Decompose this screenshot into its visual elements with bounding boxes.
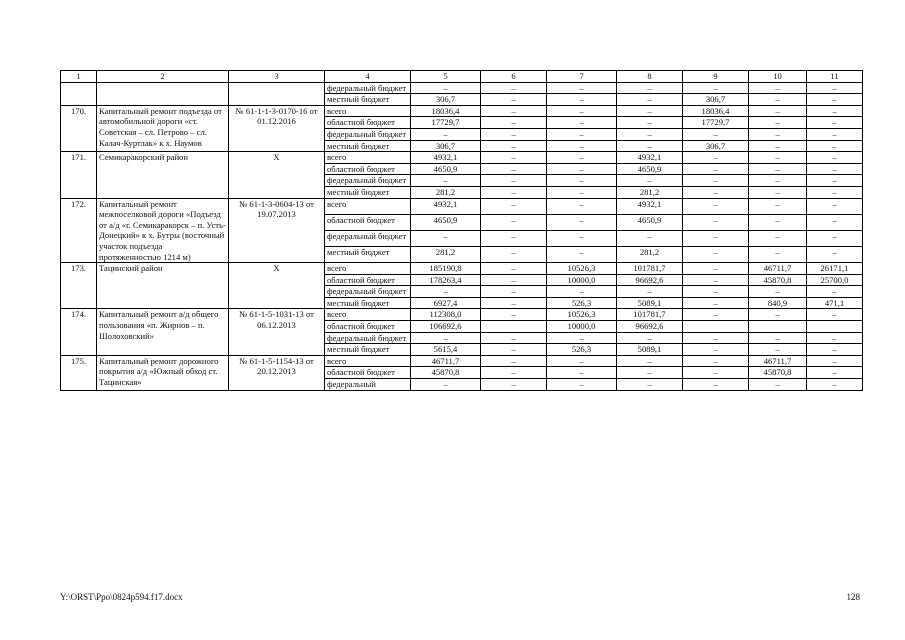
- year-value: –: [749, 230, 807, 246]
- year-value: –: [481, 274, 547, 286]
- year-value: –: [749, 128, 807, 140]
- year-value: –: [547, 105, 617, 117]
- year-value: –: [481, 367, 547, 379]
- document-ref: Х: [229, 263, 325, 309]
- total-value: –: [411, 379, 481, 391]
- funding-source: областной бюджет: [325, 117, 411, 129]
- year-value: –: [481, 332, 547, 344]
- object-name: [97, 82, 229, 105]
- item-number: 174.: [61, 309, 97, 355]
- funding-source: всего: [325, 263, 411, 275]
- year-value: –: [481, 186, 547, 198]
- year-value: –: [683, 82, 749, 94]
- year-value: 306,7: [683, 140, 749, 152]
- funding-source: областной бюджет: [325, 321, 411, 333]
- year-value: 96692,6: [617, 274, 683, 286]
- column-number: 4: [325, 71, 411, 83]
- funding-source: местный бюджет: [325, 94, 411, 106]
- year-value: –: [749, 105, 807, 117]
- year-value: –: [683, 263, 749, 275]
- year-value: 5089,1: [617, 297, 683, 309]
- total-value: –: [411, 175, 481, 187]
- year-value: –: [547, 140, 617, 152]
- funding-source: федеральный бюджет: [325, 230, 411, 246]
- year-value: –: [683, 128, 749, 140]
- table-row: [61, 105, 863, 117]
- total-value: –: [411, 286, 481, 298]
- year-value: –: [617, 367, 683, 379]
- total-value: 46711,7: [411, 355, 481, 367]
- year-value: –: [547, 152, 617, 164]
- year-value: –: [481, 286, 547, 298]
- year-value: –: [807, 128, 863, 140]
- year-value: 281,2: [617, 246, 683, 262]
- year-value: –: [481, 246, 547, 262]
- year-value: 101781,7: [617, 309, 683, 321]
- year-value: –: [481, 175, 547, 187]
- year-value: –: [547, 379, 617, 391]
- year-value: –: [617, 175, 683, 187]
- column-number: 6: [481, 71, 547, 83]
- year-value: –: [807, 82, 863, 94]
- year-value: 4932,1: [617, 152, 683, 164]
- funding-source: местный бюджет: [325, 246, 411, 262]
- year-value: –: [683, 186, 749, 198]
- year-value: –: [481, 379, 547, 391]
- document-ref: № 61-1-3-0604-13 от 19.07.2013: [229, 198, 325, 263]
- year-value: –: [683, 332, 749, 344]
- year-value: –: [749, 163, 807, 175]
- funding-source: местный бюджет: [325, 140, 411, 152]
- year-value: 10526,3: [547, 263, 617, 275]
- year-value: –: [617, 286, 683, 298]
- year-value: 4650,9: [617, 163, 683, 175]
- year-value: –: [807, 117, 863, 129]
- column-number: 5: [411, 71, 481, 83]
- year-value: –: [683, 344, 749, 356]
- year-value: –: [547, 355, 617, 367]
- funding-source: местный бюджет: [325, 297, 411, 309]
- item-number: 172.: [61, 198, 97, 263]
- year-value: 471,1: [807, 297, 863, 309]
- year-value: –: [807, 309, 863, 321]
- table-row: [61, 263, 863, 275]
- year-value: 45870,8: [749, 274, 807, 286]
- year-value: –: [547, 163, 617, 175]
- year-value: –: [617, 379, 683, 391]
- funding-source: федеральный бюджет: [325, 175, 411, 187]
- year-value: –: [807, 214, 863, 230]
- year-value: –: [547, 186, 617, 198]
- funding-source: местный бюджет: [325, 186, 411, 198]
- year-value: [807, 321, 863, 333]
- table-row: [61, 355, 863, 367]
- funding-source: федеральный: [325, 379, 411, 391]
- object-name: Капитальный ремонт межпоселковой дороги «Подъезд от а/д «г. Семикаракорск – п. Усть-Донецкий» к х. Бутры (восточный участок подъезда протяженностью 1214 м): [97, 198, 229, 263]
- year-value: –: [481, 297, 547, 309]
- total-value: –: [411, 230, 481, 246]
- year-value: –: [749, 344, 807, 356]
- year-value: 45870,8: [749, 367, 807, 379]
- year-value: –: [807, 230, 863, 246]
- year-value: –: [547, 175, 617, 187]
- year-value: –: [617, 94, 683, 106]
- year-value: –: [683, 214, 749, 230]
- year-value: –: [481, 163, 547, 175]
- year-value: –: [749, 309, 807, 321]
- year-value: –: [807, 186, 863, 198]
- year-value: [481, 321, 547, 333]
- year-value: –: [749, 82, 807, 94]
- year-value: 46711,7: [749, 263, 807, 275]
- year-value: 17729,7: [683, 117, 749, 129]
- year-value: –: [481, 344, 547, 356]
- year-value: 4650,9: [617, 214, 683, 230]
- year-value: –: [749, 152, 807, 164]
- year-value: 10526,3: [547, 309, 617, 321]
- column-number: 9: [683, 71, 749, 83]
- year-value: –: [481, 82, 547, 94]
- year-value: 26171,1: [807, 263, 863, 275]
- funding-source: местный бюджет: [325, 344, 411, 356]
- year-value: –: [807, 344, 863, 356]
- year-value: –: [807, 175, 863, 187]
- year-value: 96692,6: [617, 321, 683, 333]
- year-value: –: [683, 286, 749, 298]
- table-row: [61, 152, 863, 164]
- year-value: –: [547, 94, 617, 106]
- year-value: 46711,7: [749, 355, 807, 367]
- column-number: 2: [97, 71, 229, 83]
- year-value: –: [617, 230, 683, 246]
- year-value: –: [807, 152, 863, 164]
- year-value: –: [749, 379, 807, 391]
- footer-file-path: Y:\ORST\Ppo\0824p594.f17.docx: [60, 592, 183, 602]
- year-value: –: [807, 94, 863, 106]
- object-name: Капитальный ремонт дорожного покрытия а/д «Южный обход ст. Тацинская»: [97, 355, 229, 390]
- item-number: 175.: [61, 355, 97, 390]
- year-value: –: [547, 246, 617, 262]
- year-value: 526,3: [547, 297, 617, 309]
- funding-source: областной бюджет: [325, 274, 411, 286]
- year-value: 4932,1: [617, 198, 683, 214]
- year-value: 10000,0: [547, 321, 617, 333]
- funding-source: областной бюджет: [325, 214, 411, 230]
- year-value: –: [617, 332, 683, 344]
- year-value: –: [481, 128, 547, 140]
- year-value: –: [547, 367, 617, 379]
- total-value: –: [411, 332, 481, 344]
- year-value: –: [749, 117, 807, 129]
- year-value: –: [481, 230, 547, 246]
- year-value: –: [481, 309, 547, 321]
- total-value: 306,7: [411, 94, 481, 106]
- year-value: –: [617, 117, 683, 129]
- item-number: [61, 82, 97, 105]
- year-value: –: [749, 246, 807, 262]
- object-name: Семикаракорский район: [97, 152, 229, 198]
- year-value: [683, 321, 749, 333]
- year-value: –: [547, 82, 617, 94]
- year-value: –: [749, 94, 807, 106]
- year-value: 10000,0: [547, 274, 617, 286]
- funding-source: федеральный бюджет: [325, 286, 411, 298]
- year-value: [749, 321, 807, 333]
- year-value: –: [807, 367, 863, 379]
- total-value: 4650,9: [411, 163, 481, 175]
- year-value: –: [683, 198, 749, 214]
- funding-source: областной бюджет: [325, 367, 411, 379]
- year-value: –: [481, 198, 547, 214]
- year-value: –: [683, 152, 749, 164]
- year-value: –: [547, 332, 617, 344]
- year-value: –: [807, 286, 863, 298]
- year-value: –: [683, 367, 749, 379]
- page-number: 128: [846, 592, 860, 602]
- year-value: 101781,7: [617, 263, 683, 275]
- year-value: 5089,1: [617, 344, 683, 356]
- document-ref: Х: [229, 152, 325, 198]
- budget-table: [60, 70, 863, 391]
- total-value: 17729,7: [411, 117, 481, 129]
- funding-source: всего: [325, 309, 411, 321]
- document-ref: № 61-1-5-1154-13 от 20.12.2013: [229, 355, 325, 390]
- year-value: –: [481, 117, 547, 129]
- year-value: –: [481, 152, 547, 164]
- funding-source: федеральный бюджет: [325, 82, 411, 94]
- year-value: –: [807, 163, 863, 175]
- object-name: Капитальный ремонт а/д общего пользования «п. Жирнов – п. Шолоховский»: [97, 309, 229, 355]
- year-value: –: [617, 105, 683, 117]
- year-value: –: [683, 297, 749, 309]
- total-value: 4932,1: [411, 198, 481, 214]
- year-value: –: [547, 214, 617, 230]
- year-value: –: [481, 94, 547, 106]
- year-value: –: [749, 175, 807, 187]
- total-value: 5615,4: [411, 344, 481, 356]
- year-value: –: [481, 263, 547, 275]
- funding-source: всего: [325, 105, 411, 117]
- funding-source: федеральный бюджет: [325, 332, 411, 344]
- year-value: –: [683, 246, 749, 262]
- total-value: 112308,0: [411, 309, 481, 321]
- year-value: –: [481, 105, 547, 117]
- total-value: –: [411, 128, 481, 140]
- column-number: 11: [807, 71, 863, 83]
- year-value: –: [683, 274, 749, 286]
- total-value: 4650,9: [411, 214, 481, 230]
- total-value: 18036,4: [411, 105, 481, 117]
- year-value: –: [807, 198, 863, 214]
- year-value: 25700,0: [807, 274, 863, 286]
- year-value: 840,9: [749, 297, 807, 309]
- year-value: –: [617, 140, 683, 152]
- total-value: 45870,8: [411, 367, 481, 379]
- table-row: [61, 309, 863, 321]
- column-number: 10: [749, 71, 807, 83]
- column-number: 8: [617, 71, 683, 83]
- total-value: 306,7: [411, 140, 481, 152]
- column-number: 3: [229, 71, 325, 83]
- year-value: –: [807, 105, 863, 117]
- total-value: 106692,6: [411, 321, 481, 333]
- column-number: 7: [547, 71, 617, 83]
- table-row: [61, 198, 863, 214]
- year-value: 306,7: [683, 94, 749, 106]
- year-value: –: [481, 355, 547, 367]
- total-value: 4932,1: [411, 152, 481, 164]
- year-value: –: [807, 379, 863, 391]
- year-value: –: [807, 332, 863, 344]
- column-number: 1: [61, 71, 97, 83]
- total-value: 281,2: [411, 186, 481, 198]
- year-value: –: [683, 355, 749, 367]
- document-ref: [229, 82, 325, 105]
- document-ref: № 61-1-1-3-0170-16 от 01.12.2016: [229, 105, 325, 151]
- year-value: –: [749, 198, 807, 214]
- funding-source: областной бюджет: [325, 163, 411, 175]
- item-number: 170.: [61, 105, 97, 151]
- total-value: 6927,4: [411, 297, 481, 309]
- total-value: –: [411, 82, 481, 94]
- year-value: –: [617, 355, 683, 367]
- year-value: –: [547, 230, 617, 246]
- year-value: –: [749, 214, 807, 230]
- year-value: –: [749, 186, 807, 198]
- object-name: Тацинский район: [97, 263, 229, 309]
- total-value: 281,2: [411, 246, 481, 262]
- year-value: –: [547, 128, 617, 140]
- year-value: 18036,4: [683, 105, 749, 117]
- funding-source: федеральный бюджет: [325, 128, 411, 140]
- year-value: –: [617, 82, 683, 94]
- year-value: –: [683, 175, 749, 187]
- total-value: 185190,8: [411, 263, 481, 275]
- funding-source: всего: [325, 198, 411, 214]
- funding-source: всего: [325, 355, 411, 367]
- year-value: 281,2: [617, 186, 683, 198]
- object-name: Капитальный ремонт подъезда от автомобильной дороги «ст. Советская – сл. Петрово – сл. Калач-Куртлак» к х. Наумов: [97, 105, 229, 151]
- year-value: –: [617, 128, 683, 140]
- year-value: –: [547, 286, 617, 298]
- year-value: –: [547, 117, 617, 129]
- year-value: –: [683, 379, 749, 391]
- year-value: –: [807, 355, 863, 367]
- document-ref: № 61-1-5-1031-13 от 06.12.2013: [229, 309, 325, 355]
- year-value: –: [807, 140, 863, 152]
- total-value: 178263,4: [411, 274, 481, 286]
- year-value: –: [683, 230, 749, 246]
- funding-source: всего: [325, 152, 411, 164]
- year-value: –: [749, 286, 807, 298]
- year-value: –: [547, 198, 617, 214]
- year-value: –: [683, 163, 749, 175]
- year-value: –: [683, 309, 749, 321]
- year-value: –: [481, 140, 547, 152]
- year-value: –: [749, 140, 807, 152]
- year-value: –: [749, 332, 807, 344]
- item-number: 171.: [61, 152, 97, 198]
- item-number: 173.: [61, 263, 97, 309]
- year-value: –: [481, 214, 547, 230]
- year-value: –: [807, 246, 863, 262]
- column-number-row: [61, 71, 863, 83]
- table-row: [61, 82, 863, 94]
- year-value: 526,3: [547, 344, 617, 356]
